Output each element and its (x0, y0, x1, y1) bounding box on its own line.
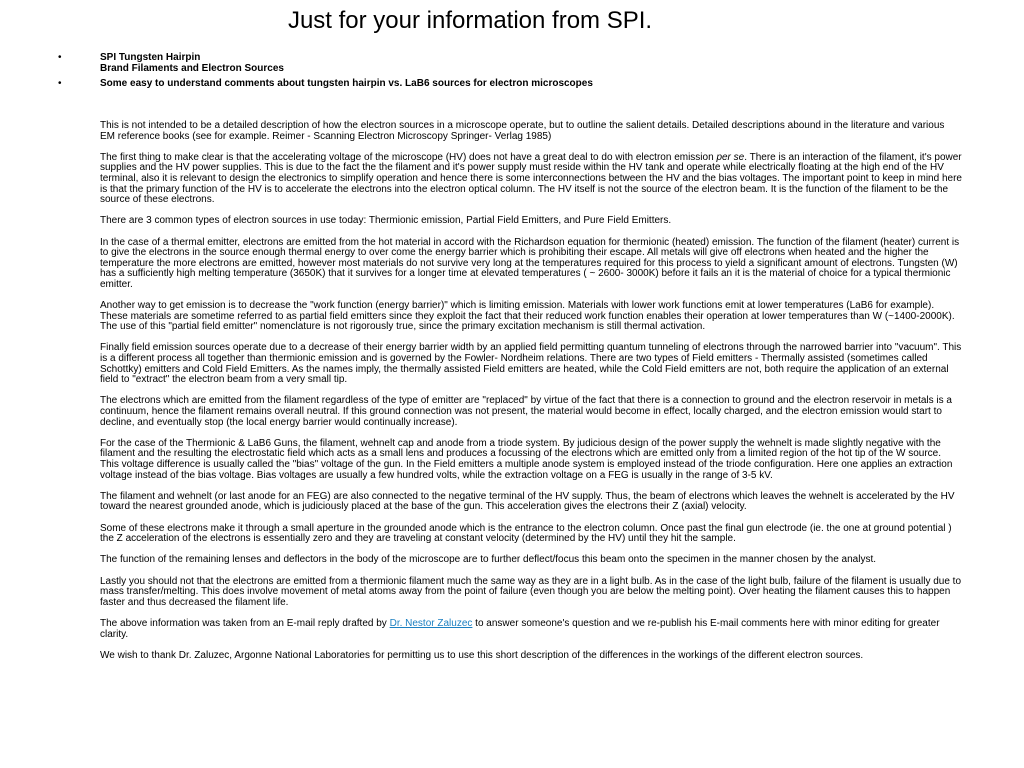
article-body (100, 121, 962, 672)
paragraph-text: . There is an interaction of the filament, it's power supplies and the HV power supplies. This is due to the fact the the filament and it's power supply must reside within the HV tank and operate while electrically floating at the high end of the HV terminal, also it is relevant to design the electronics to simplify operation and hence there is some interconnections between the HV and the bias voltages. The important point to keep in mind here is that the primary function of the HV is to accelerate the electrons into the electron optical column. The HV itself is not the source of the electron beam. It is the function of the filament to be the source of these electrons. (100, 151, 962, 206)
author-link[interactable]: Dr. Nestor Zaluzec (389, 617, 473, 629)
paragraph (100, 153, 962, 206)
paragraph: There are 3 common types of electron sources in use today: Thermionic emission, Partial Field Emitters, and Pure Field Emitters. (100, 215, 672, 227)
paragraph: This is not intended to be a detailed description of how the electron sources in a microscope operate, but to outline the salient details. Detailed descriptions abound in the literature and various EM reference books (see for example. Reimer - Scanning Electron Microscopy Springer- Verlag 1985) (100, 120, 945, 142)
paragraph-text: The above information was taken from an E-mail reply drafted by (100, 617, 390, 629)
paragraph: For the case of the Thermionic & LaB6 Guns, the filament, wehnelt cap and anode from a triode system. By judicious design of the power supply the wehnelt is made slightly negative with the filament and the resulting the electrostatic field which acts as a small lens and produces a focussing of the electrons which are emitted only from a limited region of the hot tip of the W source. This voltage difference is usually called the "bias" voltage of the gun. In the Field emitters a multiple anode system is employed instead of the triode configuration. Here one applies an extraction voltage instead of the bias voltage. Bias voltages are usually a few hundred volts, while the extraction voltage on a FEG is usually in the range of 3-5 kV. (100, 437, 953, 481)
paragraph-text: to answer someone's question and we re-publish his E-mail comments here with minor editing for greater clarity. (100, 617, 940, 640)
paragraph: The filament and wehnelt (or last anode for an FEG) are also connected to the negative terminal of the HV supply. Thus, the beam of electrons which leaves the wehnelt is accelerated by the HV toward the nearest grounded anode, which is judiciously placed at the base of the gun. This acceleration gives the electrons their Z (axial) velocity. (100, 490, 955, 513)
bullet-line: SPI Tungsten Hairpin (100, 52, 201, 63)
paragraph: Finally field emission sources operate due to a decrease of their energy barrier width by an applied field permitting quantum tunneling of electrons through the narrowed barrier into "vacuum". This is a different process all together than thermionic emission and is governed by the Fowler- Nordheim relations. There are two types of Field emitters - Thermally assisted (sometimes called Schottky) emitters and Cold Field Emitters. As the names imply, the thermally assisted Field emitters are heated, while the Cold Field emitters are not, both require the application of an external field to "extract" the electron beam from a very small tip. (100, 342, 962, 386)
paragraph-text: The first thing to make clear is that the accelerating voltage of the microscope (HV) does not have a great deal to do with electron emission (100, 151, 717, 163)
bullet-item (58, 78, 998, 89)
bullet-item (58, 52, 998, 74)
paragraph: In the case of a thermal emitter, electrons are emitted from the hot material in accord with the Richardson equation for thermionic (heated) emission. The function of the filament (heater) current is to give the electrons in the source enough thermal energy to over come the energy barrier which is prohibiting their escape. All metals will give off electrons when heated and the higher the temperature the more electrons are emitted, however most materials do not survive very long at the temperatures required for this process to yield a significant amount of electrons. Tungsten (W) has a sufficiently high melting temperature (3650K) that it survives for a longer time at elevated temperatures ( ~ 2600- 3000K) before it fails an it is the material of choice for a typical thermionic emitter. (100, 236, 960, 290)
paragraph (100, 619, 962, 640)
paragraph: The electrons which are emitted from the filament regardless of the type of emitter are "replaced" by virtue of the fact that there is a connection to ground and the electron reservoir in metals is a continuum, hence the filament remains overall neutral. If this ground connection was not present, the material would become in effect, locally charged, and the electron emission would start to decline, and eventually stop (the local energy barrier would continually increase). (100, 395, 952, 428)
bullet-line: Some easy to understand comments about tungsten hairpin vs. LaB6 sources for electron microscopes (100, 78, 593, 89)
paragraph: We wish to thank Dr. Zaluzec, Argonne National Laboratories for permitting us to use this short description of the differences in the workings of the different electron sources. (100, 649, 864, 661)
paragraph: Lastly you should not that the electrons are emitted from a thermionic filament much the same way as they are in a light bulb. As in the case of the light bulb, failure of the filament is usually due to mass transfer/melting. This does involve movement of metal atoms away from the point of failure (even though you are below the melting point). Over heating the filament causes this to happen faster and thus decreased the filament life. (100, 575, 962, 608)
bullet-line: Brand Filaments and Electron Sources (100, 63, 284, 74)
bullet-dot-icon: • (58, 52, 62, 63)
emphasis-text: per se (716, 151, 745, 163)
paragraph: Some of these electrons make it through a small aperture in the grounded anode which is the entrance to the electron column. Once past the final gun electrode (ie. the one at ground potential ) the Z acceleration of the electrons is essentially zero and they are traveling at constant velocity (determined by the HV) until they hit the sample. (100, 522, 952, 545)
paragraph: The function of the remaining lenses and deflectors in the body of the microscope are to further deflect/focus this beam onto the specimen in the manner chosen by the analyst. (100, 554, 877, 566)
paragraph: Another way to get emission is to decrease the "work function (energy barrier)" which is limiting emission. Materials with lower work functions emit at lower temperatures (LaB6 for example). These materials are sometime referred to as partial field emitters since they exploit the fact that their reduced work function enables their operation at lower temperatures than W (~1400-2000K). The use of this "partial field emitter" nomenclature is not rigorously true, since the primary excitation mechanism is still thermal activation. (100, 300, 955, 333)
page-title: Just for your information from SPI. (287, 7, 653, 34)
bullet-list (58, 52, 998, 93)
bullet-dot-icon: • (58, 78, 62, 89)
